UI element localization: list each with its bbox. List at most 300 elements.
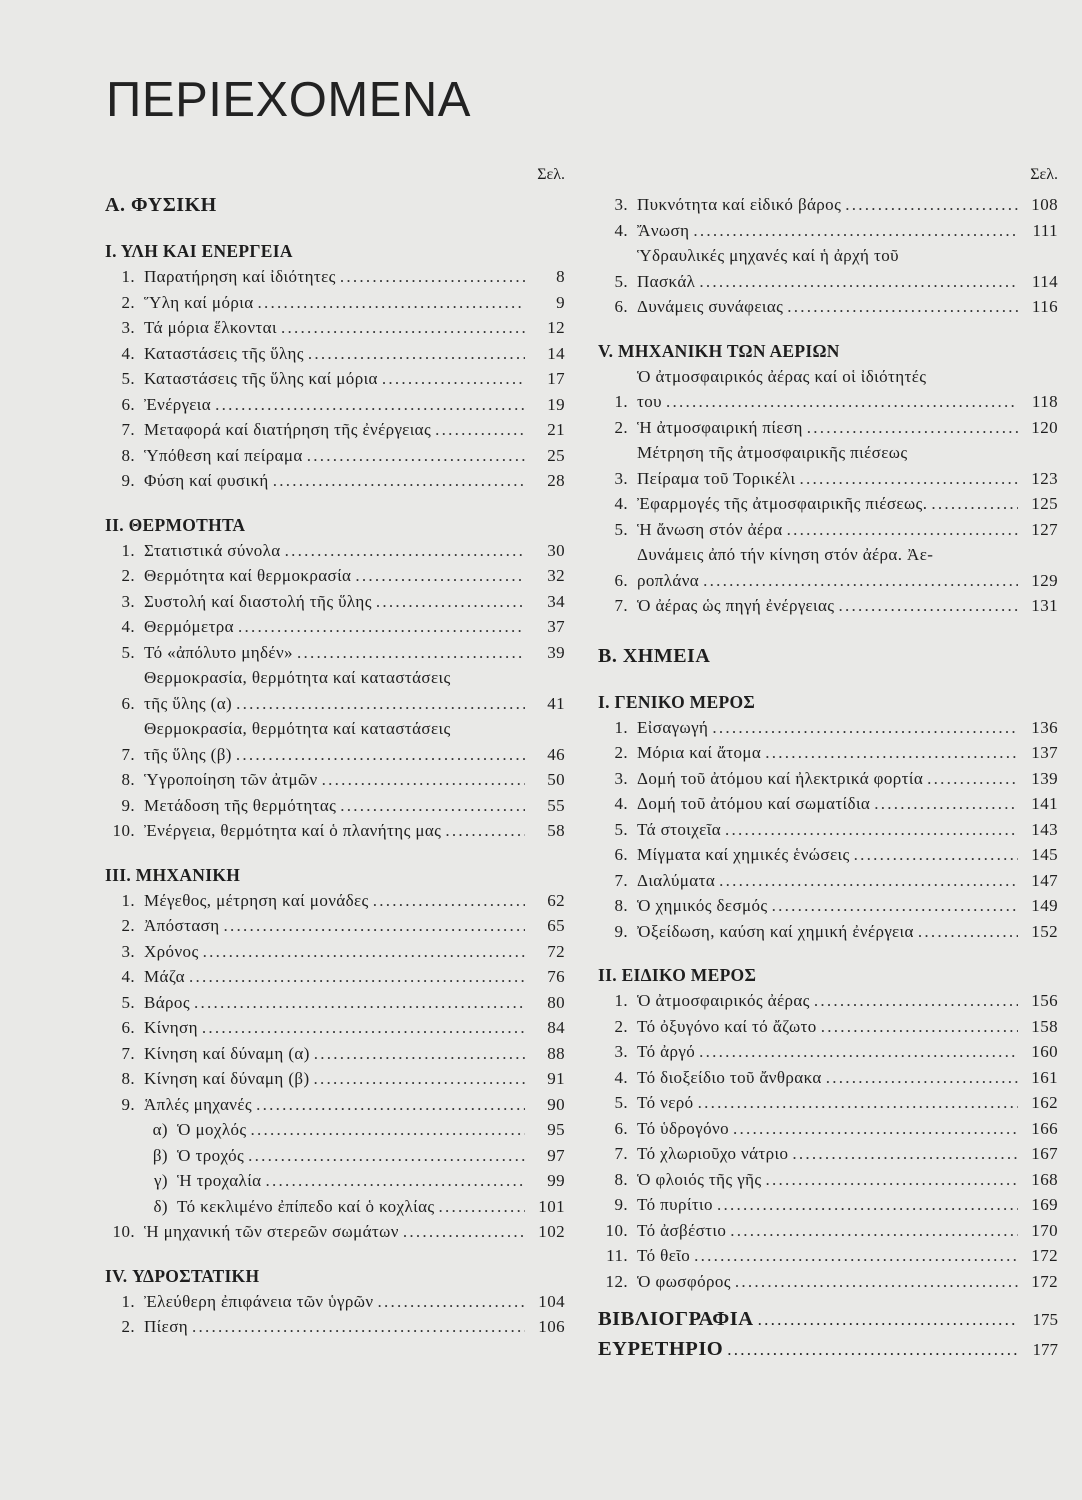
dot-leader [787, 294, 1018, 320]
left-sections [105, 238, 565, 1340]
toc-entry[interactable] [598, 440, 1058, 491]
entry-page-number: 147 [1031, 870, 1058, 890]
entry-body [144, 1015, 529, 1041]
entry-body [637, 919, 1022, 945]
entry-page-number: 76 [547, 967, 565, 986]
entry-page-number: 80 [547, 992, 565, 1012]
entry-title: Τά στοιχεῖα [637, 819, 722, 839]
entry-number: 3. [614, 195, 628, 214]
entry-page-number: 88 [547, 1043, 565, 1063]
dot-leader [693, 218, 1018, 244]
entry-page-number: 72 [547, 941, 565, 961]
toc-entry[interactable] [598, 766, 1058, 792]
toc-entry[interactable] [598, 593, 1058, 619]
entry-body [637, 791, 1022, 817]
dot-leader [281, 315, 525, 341]
entry-title: Τό ἀργό [637, 1042, 696, 1061]
entry-line [637, 842, 1022, 868]
entry-line [637, 740, 1022, 766]
entry-line [144, 1314, 529, 1340]
entry-page-number: 120 [1031, 417, 1058, 437]
entry-title: Πίεση [144, 1317, 189, 1336]
toc-entry[interactable] [598, 1141, 1058, 1167]
toc-entry[interactable] [105, 640, 565, 666]
entry-page-number: 19 [547, 394, 565, 414]
entry-line [144, 691, 529, 717]
entry-body [144, 640, 529, 666]
entry-line [144, 1219, 529, 1245]
entry-body [637, 491, 1022, 517]
entry-title: Κίνηση [144, 1018, 198, 1037]
toc-entry[interactable] [105, 589, 565, 615]
entry-title: του [637, 392, 662, 411]
entry-line [637, 1218, 1022, 1244]
entry-page-number: 160 [1031, 1042, 1058, 1061]
toc-entry[interactable] [105, 1289, 565, 1315]
section-title: ΙΙ. ΕΙΔΙΚΟ ΜΕΡΟΣ [598, 965, 757, 985]
entry-title: Θερμόμετρα [144, 617, 234, 636]
toc-entry[interactable] [598, 294, 1058, 320]
entry-page-number: 129 [1031, 570, 1058, 590]
entry-line [637, 1141, 1022, 1167]
toc-entry[interactable] [598, 517, 1058, 543]
entry-title: Ὀξείδωση, καύση καί χημική ἐνέργεια [637, 921, 914, 941]
entry-line [637, 1167, 1022, 1193]
entry-title: Ὕλη καί μόρια [144, 292, 254, 312]
entry-title: Μέτρηση τῆς ἀτμοσφαιρικῆς πιέσεως [637, 443, 908, 462]
toc-entry[interactable] [598, 192, 1058, 218]
toc-entry[interactable] [105, 290, 565, 316]
toc-entry[interactable] [105, 315, 565, 341]
entry-title: Ὁ τροχός [177, 1145, 245, 1165]
entry-line [144, 468, 529, 494]
entry-body [144, 1314, 529, 1340]
dot-leader [340, 264, 525, 290]
entry-title: Τό «ἀπόλυτο μηδέν» [144, 642, 293, 662]
entry-page-number: 97 [547, 1145, 565, 1165]
entry-line [637, 817, 1022, 843]
entry-number: 6. [121, 693, 135, 713]
dot-leader [787, 517, 1018, 543]
entry-title: Ὁ φλοιός τῆς γῆς [637, 1169, 762, 1189]
entry-line [637, 218, 1022, 244]
entry-page-number: 104 [538, 1291, 565, 1311]
entry-line [144, 392, 529, 418]
entry-title: Ἡ ἄνωση στόν ἀέρα [637, 519, 783, 539]
entry-page-number: 91 [547, 1069, 565, 1088]
entry-body [144, 443, 529, 469]
dot-leader [307, 443, 525, 469]
entry-number: δ) [153, 1196, 168, 1216]
entry-line [144, 913, 529, 939]
entry-title: Συστολή καί διαστολή τῆς ὕλης [144, 591, 372, 611]
entry-page-number: 170 [1031, 1220, 1058, 1240]
dot-leader [814, 988, 1018, 1014]
dot-leader [236, 742, 525, 768]
toc-entry[interactable] [105, 818, 565, 844]
entry-number: 3. [121, 941, 135, 961]
dot-leader [285, 538, 525, 564]
entry-title: Πασκάλ [637, 271, 696, 291]
entry-line [637, 542, 1022, 568]
entry-body [177, 1117, 529, 1143]
dot-leader [821, 1014, 1018, 1040]
entry-number: 1. [121, 540, 135, 560]
entry-page-number: 127 [1031, 519, 1058, 539]
entry-title: Μέγεθος, μέτρηση καί μονάδες [144, 890, 369, 910]
entry-number: 8. [614, 896, 628, 915]
entry-page-number: 106 [538, 1317, 565, 1336]
toc-entry[interactable] [105, 1194, 565, 1220]
toc-entry[interactable] [105, 990, 565, 1016]
entry-title: Τό χλωριοῦχο νάτριο [637, 1144, 789, 1163]
toc-entry[interactable] [105, 939, 565, 965]
page-title: ΠΕΡΙΕΧΟΜΕΝΑ [106, 73, 471, 127]
entry-page-number: 50 [547, 770, 565, 789]
toc-entry[interactable] [105, 538, 565, 564]
toc-entry[interactable] [105, 417, 565, 443]
entry-body [637, 1065, 1022, 1091]
toc-entry[interactable] [105, 468, 565, 494]
dot-leader [826, 1065, 1018, 1091]
dot-leader [314, 1066, 525, 1092]
toc-entry[interactable] [598, 893, 1058, 919]
entry-body [144, 1219, 529, 1245]
entry-page-number: 65 [547, 916, 565, 935]
entry-page-number: 102 [538, 1222, 565, 1241]
entry-body [144, 614, 529, 640]
entry-line [144, 538, 529, 564]
entry-title: Ἁπλές μηχανές [144, 1094, 253, 1114]
entry-line [637, 715, 1022, 741]
back-matter-entry[interactable] [598, 1304, 1058, 1334]
entry-title: Μετάδοση τῆς θερμότητας [144, 795, 337, 815]
toc-entry[interactable] [105, 563, 565, 589]
entry-body [637, 1090, 1022, 1116]
entry-title: Τό θεῖο [637, 1246, 691, 1265]
entry-number: 9. [121, 1094, 135, 1114]
toc-entry[interactable] [105, 1041, 565, 1067]
dot-leader [772, 893, 1018, 919]
toc-entry[interactable] [105, 913, 565, 939]
dot-leader [251, 1117, 525, 1143]
entry-body [177, 1194, 529, 1220]
entry-body [637, 1243, 1022, 1269]
toc-entry[interactable] [598, 988, 1058, 1014]
entry-page-number: 118 [1031, 392, 1058, 411]
back-matter-title: ΒΙΒΛΙΟΓΡΑΦΙΑ [598, 1308, 754, 1330]
entry-line [144, 716, 529, 742]
entry-page-number: 62 [547, 890, 565, 910]
entry-body [144, 589, 529, 615]
entry-body [637, 1014, 1022, 1040]
toc-entry[interactable] [105, 392, 565, 418]
toc-entry[interactable] [598, 1218, 1058, 1244]
toc-entry[interactable] [105, 1314, 565, 1340]
entry-body [637, 988, 1022, 1014]
entry-line [637, 415, 1022, 441]
toc-entry[interactable] [598, 715, 1058, 741]
toc-entry[interactable] [598, 415, 1058, 441]
toc-entry[interactable] [105, 341, 565, 367]
entry-body [144, 665, 529, 716]
entry-line [144, 1041, 529, 1067]
toc-entry[interactable] [105, 888, 565, 914]
entry-body [637, 218, 1022, 244]
dot-leader [403, 1219, 525, 1245]
entry-body [144, 1289, 529, 1315]
entry-line [177, 1143, 529, 1169]
entry-body [144, 913, 529, 939]
section-title: ΙΙ. ΘΕΡΜΟΤΗΤΑ [105, 514, 246, 535]
dot-leader [703, 568, 1018, 594]
entry-page-number: 172 [1031, 1271, 1058, 1291]
toc-entry[interactable] [598, 364, 1058, 415]
entry-page-number: 30 [547, 540, 565, 560]
toc-entry[interactable] [105, 665, 565, 716]
toc-entry[interactable] [598, 919, 1058, 945]
entry-body [144, 990, 529, 1016]
entry-title: Στατιστικά σύνολα [144, 540, 281, 560]
entry-page-number: 99 [547, 1171, 565, 1190]
entry-page-number: 114 [1031, 271, 1058, 291]
toc-entry[interactable] [105, 716, 565, 767]
entry-number: 5. [121, 992, 135, 1012]
entry-number: 1. [614, 392, 628, 411]
toc-entry[interactable] [598, 218, 1058, 244]
back-matter-entry[interactable] [598, 1334, 1058, 1364]
toc-entry[interactable] [105, 1168, 565, 1194]
entry-body [637, 740, 1022, 766]
toc-entry[interactable] [105, 264, 565, 290]
toc-entry[interactable] [105, 614, 565, 640]
entry-number: 6. [121, 394, 135, 414]
entry-body [637, 1039, 1022, 1065]
entry-title: τῆς ὕλης (α) [144, 693, 233, 713]
toc-entry[interactable] [598, 791, 1058, 817]
toc-entry[interactable] [598, 1065, 1058, 1091]
toc-entry[interactable] [105, 1092, 565, 1118]
entry-line [144, 793, 529, 819]
entry-title: Διαλύματα [637, 870, 716, 890]
entry-line [637, 491, 1022, 517]
toc-entry[interactable] [105, 366, 565, 392]
entry-title: Ὁ χημικός δεσμός [637, 896, 768, 915]
entry-line [144, 640, 529, 666]
dot-leader [727, 1335, 1018, 1365]
entry-title: Ἐλεύθερη ἐπιφάνεια τῶν ὑγρῶν [144, 1291, 374, 1311]
toc-entry[interactable] [598, 491, 1058, 517]
toc-entry[interactable] [105, 1117, 565, 1143]
section-title: ΙV. ΥΔΡΟΣΤΑΤΙΚΗ [105, 1265, 260, 1286]
entry-number: 4. [121, 967, 135, 986]
toc-entry[interactable] [598, 1090, 1058, 1116]
entry-body [637, 893, 1022, 919]
entry-line [637, 243, 1022, 269]
entry-page-number: 172 [1031, 1246, 1058, 1265]
dot-leader [874, 791, 1018, 817]
entry-number: 9. [614, 1195, 628, 1214]
entry-number: 2. [121, 1317, 135, 1336]
entry-body [177, 1168, 529, 1194]
toc-entry[interactable] [105, 443, 565, 469]
entry-body [637, 842, 1022, 868]
toc-entry[interactable] [598, 1192, 1058, 1218]
entry-body [637, 243, 1022, 294]
entry-page-number: 111 [1032, 220, 1058, 240]
entry-title: Τό ὑδρογόνο [637, 1118, 729, 1138]
dot-leader [927, 766, 1018, 792]
toc-entry[interactable] [598, 1243, 1058, 1269]
entry-number: 7. [614, 596, 628, 615]
entry-line [144, 818, 529, 844]
entry-page-number: 161 [1031, 1067, 1058, 1087]
entry-body [637, 1141, 1022, 1167]
toc-entry[interactable] [105, 1143, 565, 1169]
entry-title: ροπλάνα [637, 570, 700, 590]
entry-number: 11. [606, 1246, 628, 1265]
toc-entry[interactable] [598, 243, 1058, 294]
entry-page-number: 101 [538, 1196, 565, 1216]
entry-number: 8. [121, 770, 135, 789]
entry-title: Τό νερό [637, 1093, 694, 1112]
dot-leader [838, 593, 1018, 619]
entry-number: 1. [121, 1291, 135, 1311]
entry-title: Ἡ τροχαλία [177, 1171, 262, 1190]
toc-entry[interactable] [598, 1167, 1058, 1193]
entry-title: Δυνάμεις συνάφειας [637, 297, 784, 316]
toc-entry[interactable] [105, 793, 565, 819]
dot-leader [766, 1167, 1018, 1193]
entry-line [144, 1066, 529, 1092]
entry-page-number: 21 [547, 420, 565, 439]
section-v-entries [598, 364, 1058, 619]
dot-leader [382, 366, 525, 392]
dot-leader [435, 417, 525, 443]
entry-number: 9. [121, 795, 135, 815]
dot-leader [256, 1092, 525, 1118]
entry-page-number: 137 [1031, 743, 1058, 762]
entry-number: 3. [121, 318, 135, 337]
toc-entry[interactable] [598, 1039, 1058, 1065]
toc-entry[interactable] [598, 1116, 1058, 1142]
entry-number: 2. [121, 566, 135, 585]
entry-title: Κίνηση καί δύναμη (α) [144, 1043, 310, 1063]
entry-line [144, 443, 529, 469]
dot-leader [666, 389, 1018, 415]
toc-entry[interactable] [598, 1014, 1058, 1040]
entry-body [144, 538, 529, 564]
entry-number: 5. [121, 642, 135, 662]
entry-line [637, 192, 1022, 218]
dot-leader [236, 691, 525, 717]
toc-left-column [105, 158, 565, 1340]
entry-line [144, 939, 529, 965]
dot-leader [730, 1218, 1018, 1244]
entry-number: 1. [121, 267, 135, 286]
entry-line [144, 767, 529, 793]
entry-body [144, 290, 529, 316]
entry-line [637, 364, 1022, 390]
entry-body [637, 1269, 1022, 1295]
entry-number: 4. [614, 494, 628, 513]
entry-line [144, 990, 529, 1016]
entry-body [144, 767, 529, 793]
entry-line [144, 1015, 529, 1041]
dot-leader [248, 1143, 525, 1169]
entry-number: 2. [614, 1016, 628, 1036]
dot-leader [265, 1168, 525, 1194]
toc-entry[interactable] [598, 842, 1058, 868]
toc-entry[interactable] [105, 1015, 565, 1041]
dot-leader [194, 990, 525, 1016]
entry-line [637, 466, 1022, 492]
entry-number: 10. [605, 1220, 628, 1240]
section-title: V. ΜΗΧΑΝΙΚΗ ΤΩΝ ΑΕΡΙΩΝ [598, 340, 840, 361]
toc-entry[interactable] [598, 868, 1058, 894]
entry-body [144, 366, 529, 392]
toc-entry[interactable] [598, 542, 1058, 593]
entry-line [637, 568, 1022, 594]
entry-title: Ἐνέργεια [144, 394, 212, 414]
entry-page-number: 37 [547, 617, 565, 636]
entry-number: 7. [614, 1144, 628, 1163]
entry-line [144, 665, 529, 691]
dot-leader [445, 818, 525, 844]
entry-page-number: 28 [547, 471, 565, 490]
entry-title: Φύση καί φυσική [144, 471, 269, 490]
dot-leader [765, 740, 1018, 766]
entry-title: Καταστάσεις τῆς ὕλης [144, 343, 304, 363]
dot-leader [314, 1041, 525, 1067]
entry-body [637, 192, 1022, 218]
entry-number: 12. [605, 1271, 628, 1291]
entry-number: 4. [614, 220, 628, 240]
entry-page-number: 32 [547, 566, 565, 585]
page-column-label: Σελ. [1030, 166, 1058, 183]
dot-leader [373, 888, 525, 914]
entry-number: 2. [121, 292, 135, 312]
entry-page-number: 162 [1031, 1093, 1058, 1112]
entry-number: 2. [614, 743, 628, 762]
entry-number: 1. [121, 890, 135, 910]
toc-entry[interactable] [598, 817, 1058, 843]
entry-line [144, 563, 529, 589]
toc-entry[interactable] [105, 964, 565, 990]
entry-line [637, 1269, 1022, 1295]
toc-right-column [598, 158, 1058, 1364]
entry-page-number: 166 [1031, 1118, 1058, 1138]
entry-line [144, 1092, 529, 1118]
entry-title: Ὁ ἀτμοσφαιρικός ἀέρας [637, 991, 810, 1010]
entry-number: 5. [614, 271, 628, 291]
entry-number: 10. [112, 821, 135, 840]
entry-body [144, 315, 529, 341]
entry-title: Εἰσαγωγή [637, 717, 709, 737]
entry-line [637, 988, 1022, 1014]
entry-body [144, 563, 529, 589]
toc-entry[interactable] [105, 1066, 565, 1092]
entry-body [637, 868, 1022, 894]
toc-entry[interactable] [105, 767, 565, 793]
toc-entry[interactable] [598, 1269, 1058, 1295]
entry-body [144, 1092, 529, 1118]
dot-leader [376, 589, 525, 615]
entry-title: Τό ὀξυγόνο καί τό ἄζωτο [637, 1016, 817, 1036]
entry-line [144, 964, 529, 990]
toc-entry[interactable] [105, 1219, 565, 1245]
toc-entry[interactable] [598, 740, 1058, 766]
